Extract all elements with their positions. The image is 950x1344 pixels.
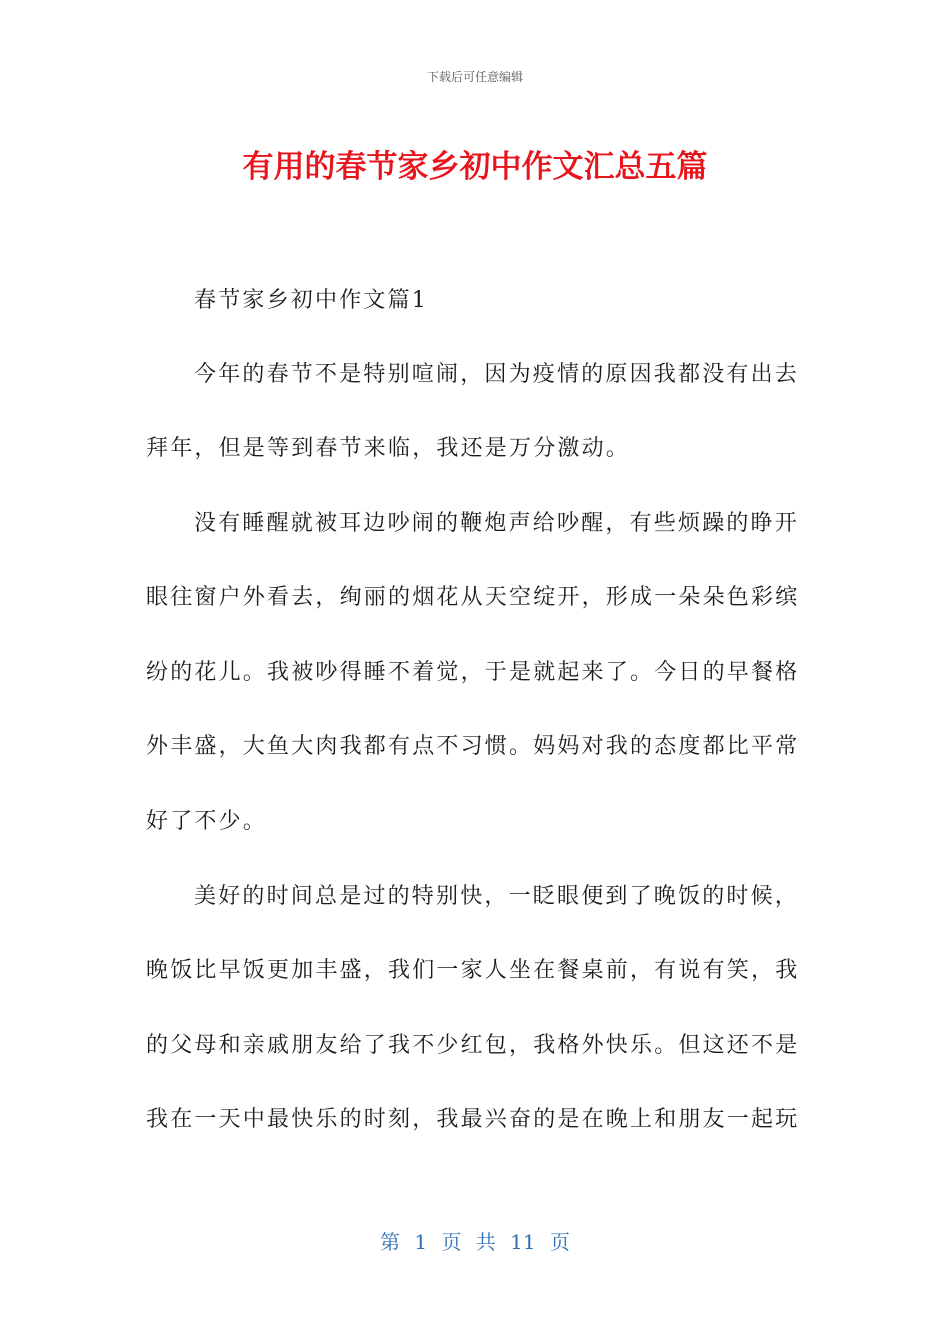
paragraph-line: 我在一天中最快乐的时刻，我最兴奋的是在晚上和朋友一起玩 — [146, 1107, 800, 1132]
paragraph-line: 今年的春节不是特别喧闹，因为疫情的原因我都没有出去 — [194, 362, 800, 387]
document-title: 有用的春节家乡初中作文汇总五篇 — [242, 149, 708, 185]
paragraph-line: 眼往窗户外看去，绚丽的烟花从天空绽开，形成一朵朵色彩缤 — [146, 585, 800, 610]
paragraph-line: 纷的花儿。我被吵得睡不着觉，于是就起来了。今日的早餐格 — [146, 660, 800, 685]
page-number-footer: 第 1 页 共 11 页 — [380, 1230, 570, 1254]
section-heading: 春节家乡初中作文篇1 — [194, 288, 428, 313]
paragraph-line: 美好的时间总是过的特别快，一眨眼便到了晚饭的时候， — [194, 884, 800, 909]
paragraph-line: 拜年，但是等到春节来临，我还是万分激动。 — [146, 436, 631, 461]
paragraph-line: 晚饭比早饭更加丰盛，我们一家人坐在餐桌前，有说有笑，我 — [146, 958, 800, 983]
paragraph-line: 的父母和亲戚朋友给了我不少红包，我格外快乐。但这还不是 — [146, 1033, 800, 1058]
paragraph-line: 外丰盛，大鱼大肉我都有点不习惯。妈妈对我的态度都比平常 — [146, 734, 800, 759]
header-note: 下载后可任意编辑 — [426, 70, 523, 84]
paragraph-line: 好了不少。 — [146, 809, 268, 834]
paragraph-line: 没有睡醒就被耳边吵闹的鞭炮声给吵醒，有些烦躁的睁开 — [194, 511, 800, 536]
